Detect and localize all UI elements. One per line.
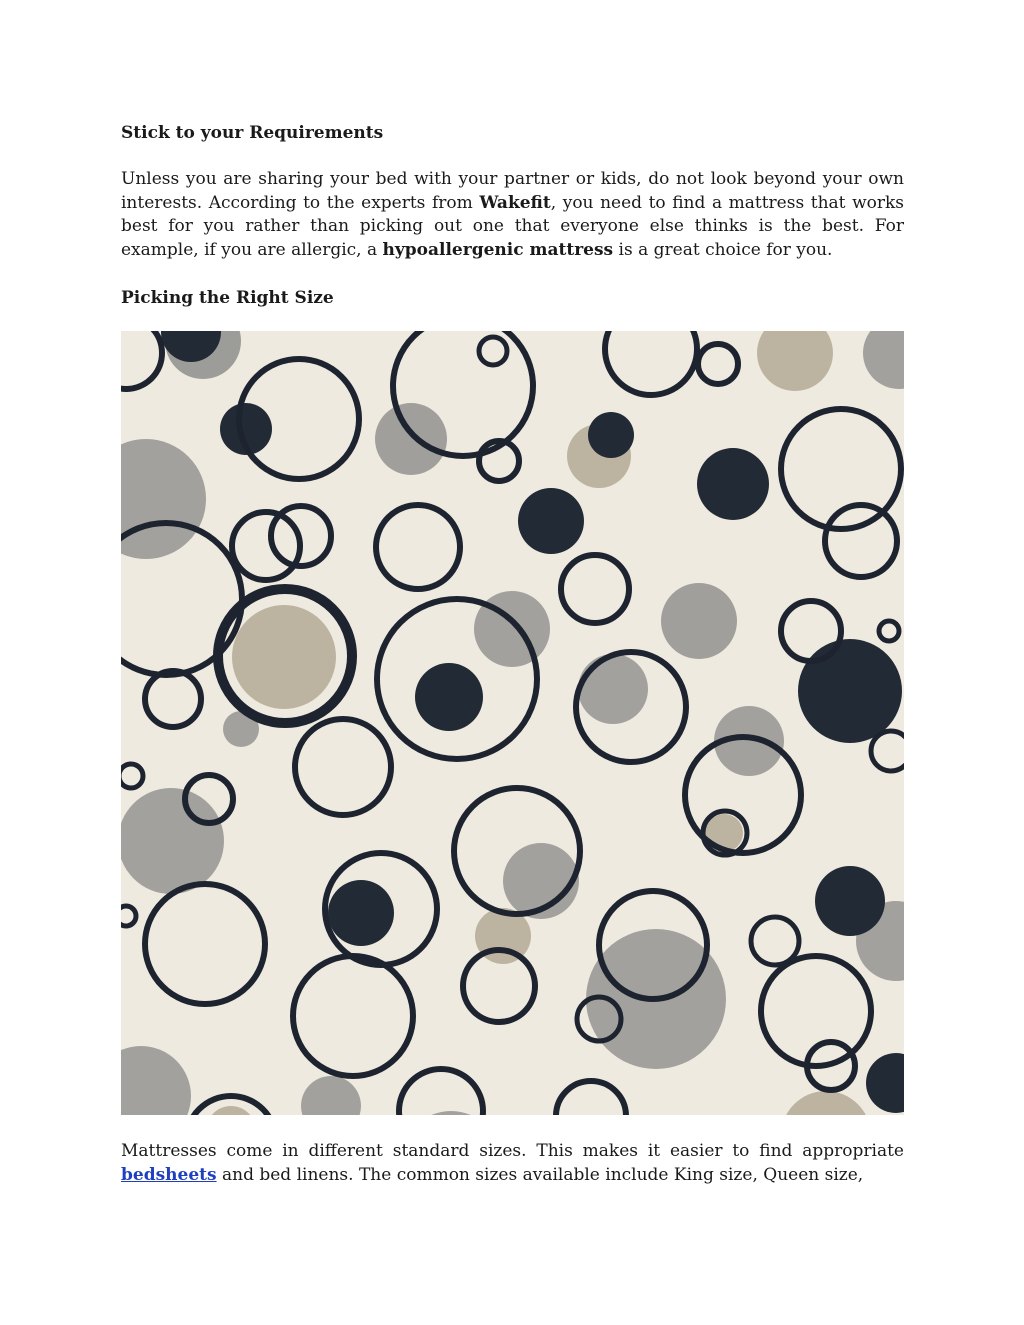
bedsheets-link[interactable]: bedsheets bbox=[121, 1164, 217, 1185]
circle-pattern-image bbox=[121, 331, 904, 1115]
paragraph-requirements bbox=[121, 168, 904, 262]
paragraph-sizes bbox=[121, 1140, 904, 1187]
highlight-term: hypoallergenic mattress bbox=[382, 239, 614, 260]
brand-name: Wakefit bbox=[479, 192, 551, 213]
text-run: Mattresses come in different standard sizes. This makes it easier to find appropriate bbox=[121, 1141, 904, 1161]
text-run: Unless you are sharing your bed with your partner or kids, do not look beyond your own interests. According to the experts from bbox=[121, 169, 904, 213]
text-run: is a great choice for you. bbox=[613, 239, 833, 260]
section-heading-size: Picking the Right Size bbox=[121, 288, 334, 308]
section-heading-requirements: Stick to your Requirements bbox=[121, 123, 384, 143]
text-run: and bed linens. The common sizes available include King size, Queen size, bbox=[216, 1164, 864, 1185]
text-run: , you need to find a mattress that works best for you rather than picking out one that everyone else thinks is the best. For example, if you are allergic, a bbox=[121, 192, 905, 260]
